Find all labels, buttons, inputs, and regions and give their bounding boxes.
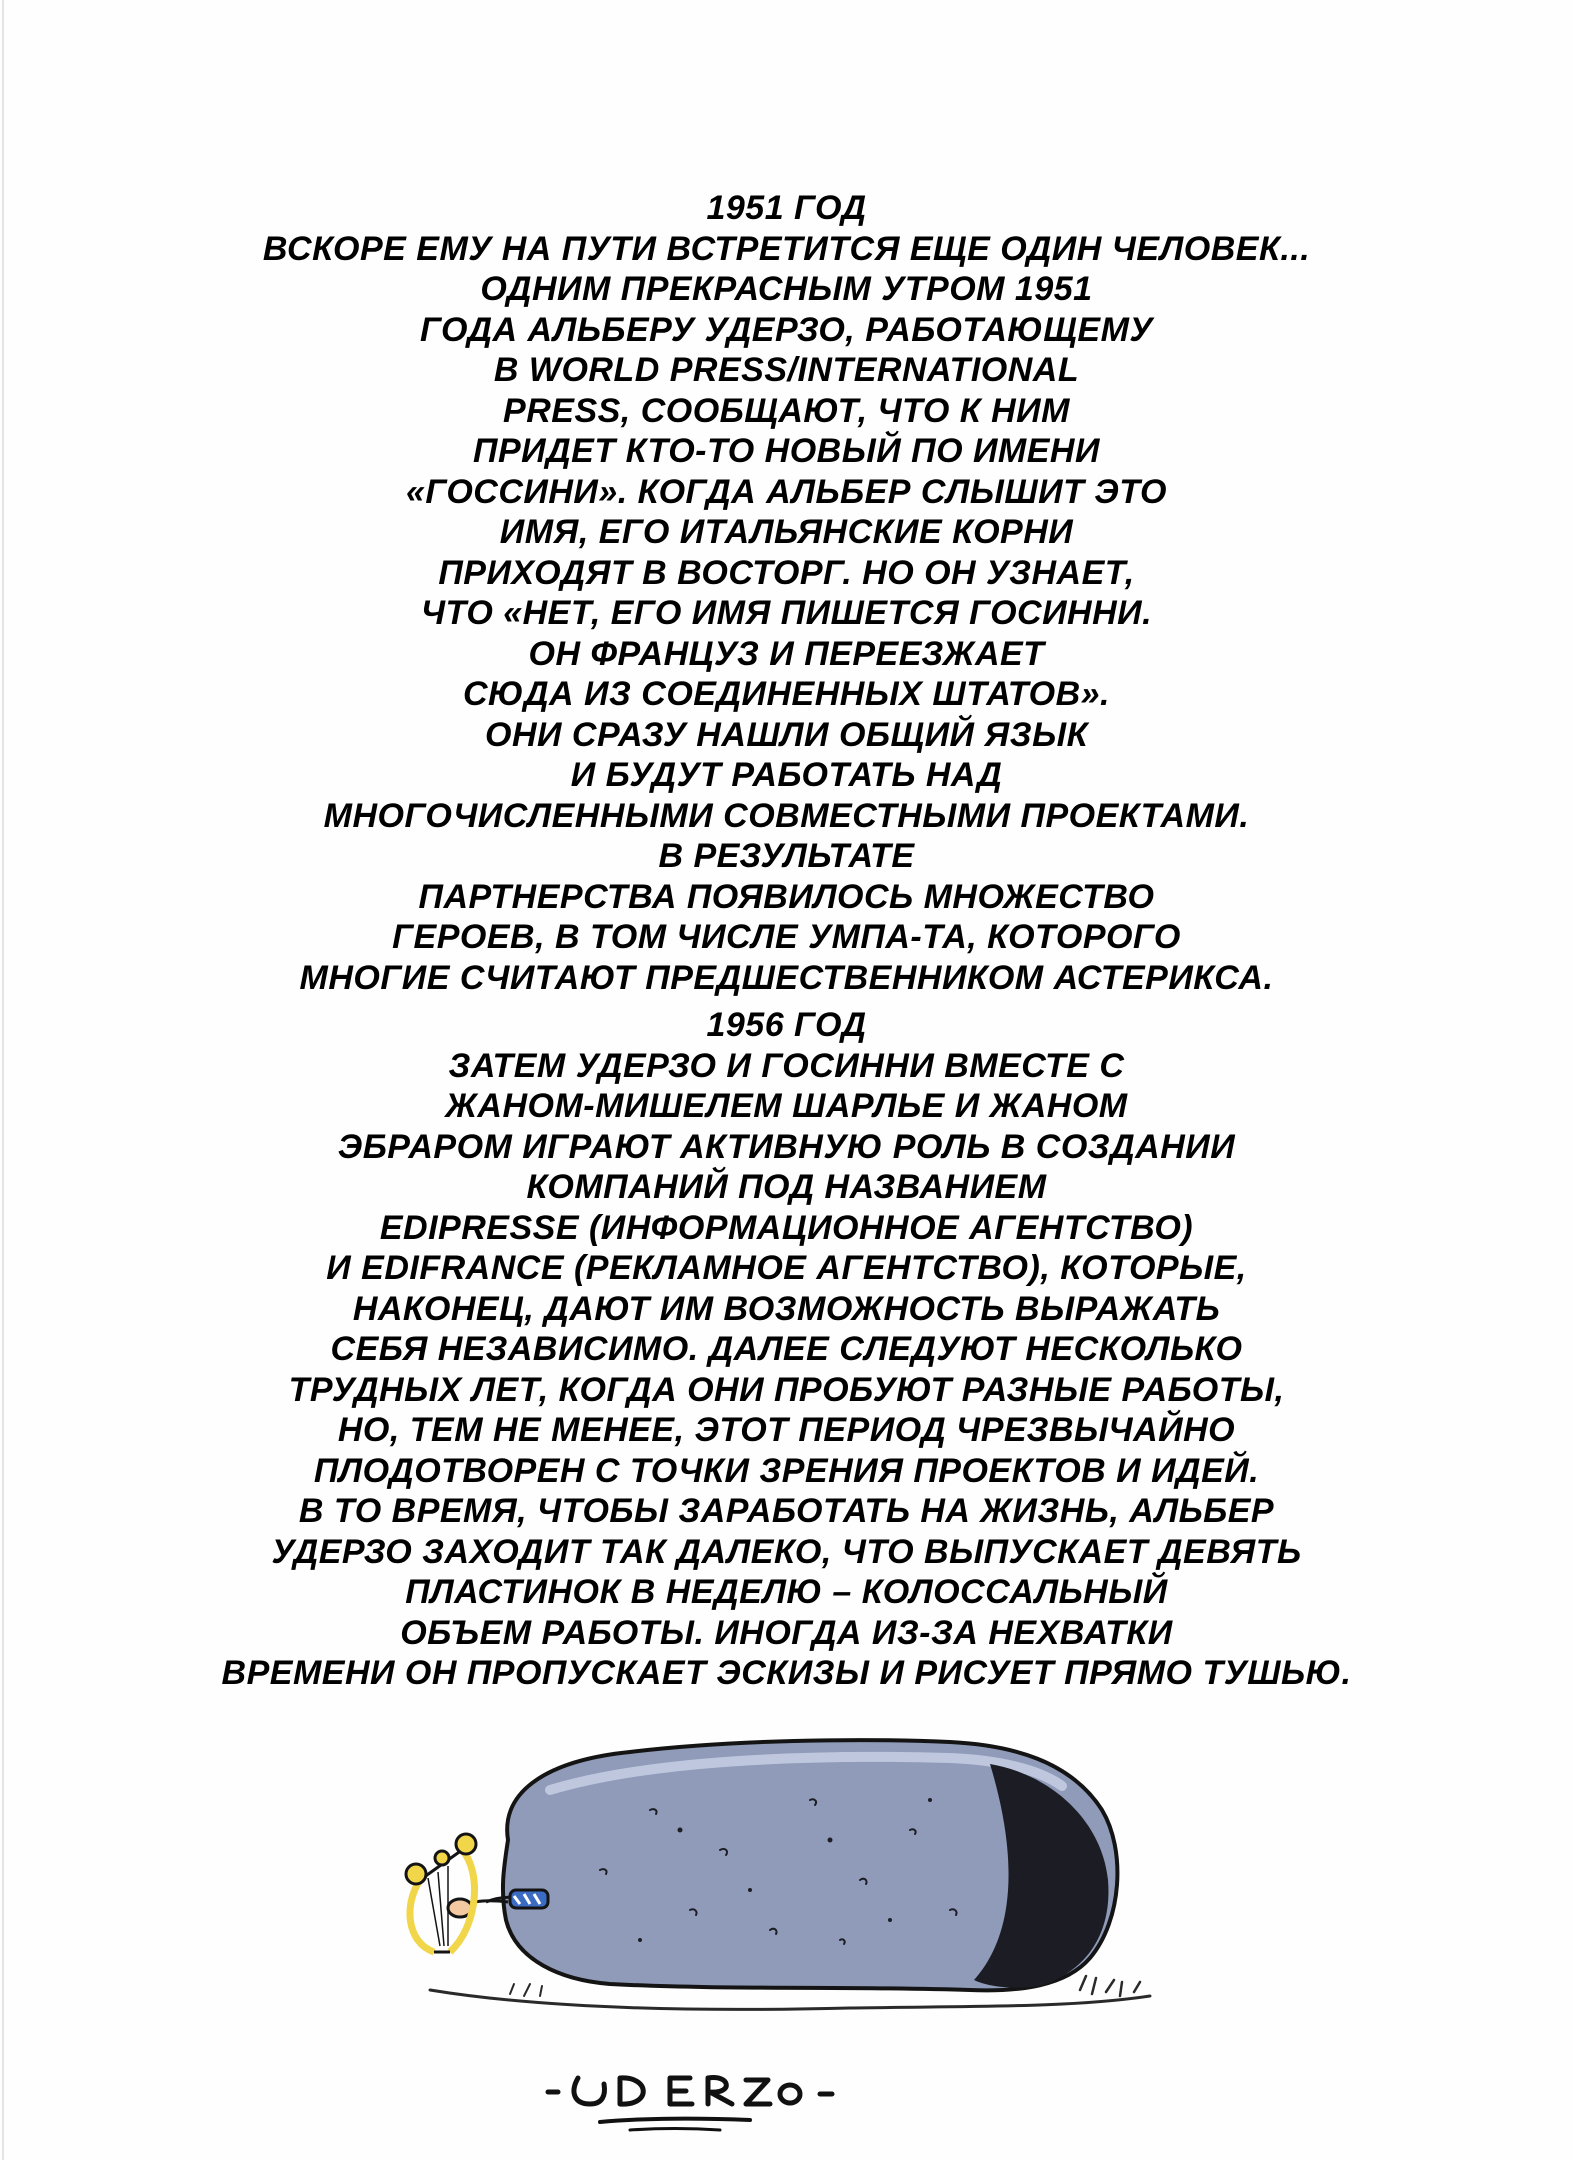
paragraph-line: УДЕРЗО ЗАХОДИТ ТАК ДАЛЕКО, ЧТО ВЫПУСКАЕТ ДЕВЯТЬ <box>271 1532 1302 1571</box>
paragraph-line: ЧТО «НЕТ, ЕГО ИМЯ ПИШЕТСЯ ГОСИННИ. <box>420 594 1153 632</box>
paragraph-line: СЕБЯ НЕЗАВИСИМО. ДАЛЕЕ СЛЕДУЮТ НЕСКОЛЬКО <box>330 1330 1243 1368</box>
paragraph-line: ПРИХОДЯТ В ВОСТОРГ. НО ОН УЗНАЕТ, <box>438 553 1135 592</box>
paragraph-line: СЮДА ИЗ СОЕДИНЕННЫХ ШТАТОВ». <box>463 675 1110 713</box>
paragraph-line: ВСКОРЕ ЕМУ НА ПУТИ ВСТРЕТИТСЯ ЕЩЕ ОДИН ЧЕЛОВЕК... <box>262 229 1311 268</box>
lyre-icon <box>406 1834 476 1952</box>
paragraph-line: НАКОНЕЦ, ДАЮТ ИМ ВОЗМОЖНОСТЬ ВЫРАЖАТЬ <box>352 1289 1221 1328</box>
paragraph-line: EDIPRESSE (ИНФОРМАЦИОННОЕ АГЕНТСТВО) <box>379 1208 1194 1247</box>
paragraph-line: ТРУДНЫХ ЛЕТ, КОГДА ОНИ ПРОБУЮТ РАЗНЫЕ РАБОТЫ, <box>288 1370 1285 1409</box>
paragraph-line: «ГОССИНИ». КОГДА АЛЬБЕР СЛЫШИТ ЭТО <box>406 472 1167 511</box>
paragraph-line: В ТО ВРЕМЯ, ЧТОБЫ ЗАРАБОТАТЬ НА ЖИЗНЬ, АЛЬБЕР <box>298 1492 1275 1530</box>
paragraph-line: МНОГОЧИСЛЕННЫМИ СОВМЕСТНЫМИ ПРОЕКТАМИ. <box>323 796 1250 835</box>
section-1956 <box>0 1005 1573 1694</box>
paragraph-line: ОНИ СРАЗУ НАШЛИ ОБЩИЙ ЯЗЫК <box>485 715 1088 754</box>
uderzo-signature <box>540 2052 880 2142</box>
section-heading-1951: 1951 ГОД <box>706 189 867 227</box>
paragraph-line: ИМЯ, ЕГО ИТАЛЬЯНСКИЕ КОРНИ <box>499 513 1074 551</box>
paragraph-line: ВРЕМЕНИ ОН ПРОПУСКАЕТ ЭСКИЗЫ И РИСУЕТ ПРЯМО ТУШЬЮ. <box>221 1654 1352 1692</box>
paragraph-line: ПЛАСТИНОК В НЕДЕЛЮ – КОЛОССАЛЬНЫЙ <box>405 1573 1168 1611</box>
paragraph-line: ОДНИМ ПРЕКРАСНЫМ УТРОМ 1951 <box>480 270 1093 308</box>
paragraph-line: ОН ФРАНЦУЗ И ПЕРЕЕЗЖАЕТ <box>528 634 1045 673</box>
paragraph-line: ЖАНОМ-МИШЕЛЕМ ШАРЛЬЕ И ЖАНОМ <box>445 1087 1128 1125</box>
paragraph-line: КОМПАНИЙ ПОД НАЗВАНИЕМ <box>526 1168 1047 1206</box>
menhir-crushing-bard-illustration <box>390 1690 1170 2030</box>
paragraph-line: МНОГИЕ СЧИТАЮТ ПРЕДШЕСТВЕННИКОМ АСТЕРИКСА. <box>299 958 1274 997</box>
paragraph-line: В РЕЗУЛЬТАТЕ <box>658 837 915 875</box>
paragraph-line: ПРИДЕТ КТО-ТО НОВЫЙ ПО ИМЕНИ <box>473 432 1100 470</box>
paragraph-line: В WORLD PRESS/INTERNATIONAL <box>493 351 1080 389</box>
paragraph-line: PRESS, СООБЩАЮТ, ЧТО К НИМ <box>503 391 1070 430</box>
paragraph-line: ЭБРАРОМ ИГРАЮТ АКТИВНУЮ РОЛЬ В СОЗДАНИИ <box>337 1127 1236 1166</box>
paragraph-line: ПАРТНЕРСТВА ПОЯВИЛОСЬ МНОЖЕСТВО <box>418 877 1155 916</box>
paragraph-line: И БУДУТ РАБОТАТЬ НАД <box>570 756 1003 794</box>
paragraph-line: ГЕРОЕВ, В ТОМ ЧИСЛЕ УМПА-ТА, КОТОРОГО <box>392 918 1181 956</box>
section-1951 <box>0 188 1573 998</box>
paragraph-line: ГОДА АЛЬБЕРУ УДЕРЗО, РАБОТАЮЩЕМУ <box>420 310 1153 349</box>
paragraph-line: НО, ТЕМ НЕ МЕНЕЕ, ЭТОТ ПЕРИОД ЧРЕЗВЫЧАЙНО <box>337 1411 1236 1449</box>
section-heading-1956: 1956 ГОД <box>706 1006 867 1044</box>
paragraph-line: ЗАТЕМ УДЕРЗО И ГОСИННИ ВМЕСТЕ С <box>448 1046 1125 1085</box>
paragraph-line: ОБЪЕМ РАБОТЫ. ИНОГДА ИЗ-ЗА НЕХВАТКИ <box>400 1613 1173 1652</box>
paragraph-line: И EDIFRANCE (РЕКЛАМНОЕ АГЕНТСТВО), КОТОРЫЕ, <box>326 1249 1247 1287</box>
paragraph-line: ПЛОДОТВОРЕН С ТОЧКИ ЗРЕНИЯ ПРОЕКТОВ И ИДЕЙ. <box>313 1451 1260 1490</box>
